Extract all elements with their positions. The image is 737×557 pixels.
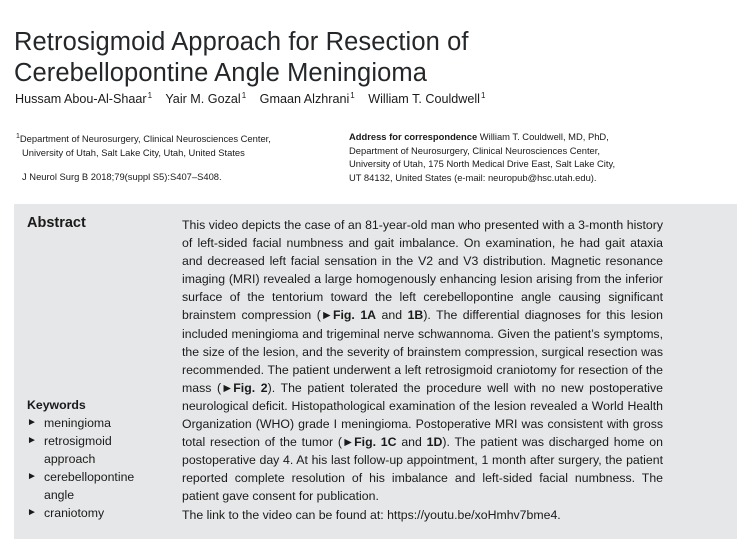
author-affiliation-mark: 1 (147, 91, 153, 100)
correspondence-line-1: William T. Couldwell, MD, PhD, (477, 131, 609, 142)
correspondence-block (349, 130, 689, 184)
journal-citation: J Neurol Surg B 2018;79(suppl S5):S407–S408. (22, 171, 222, 182)
author-name: William T. Couldwell (368, 92, 480, 107)
abstract-heading: Abstract (27, 215, 86, 231)
correspondence-label: Address for correspondence (349, 131, 478, 142)
author-affiliation-mark: 1 (241, 91, 247, 100)
abstract-text: and (376, 308, 408, 323)
keyword-text: retrosigmoid approach (44, 434, 112, 466)
keyword-text: cerebellopontine angle (44, 470, 135, 502)
correspondence-line-3: University of Utah, 175 North Medical Drive East, Salt Lake City, (349, 158, 616, 169)
title-line-1: Retrosigmoid Approach for Resection of (14, 28, 469, 57)
keyword-text: craniotomy (44, 506, 105, 520)
correspondence-line-2: Department of Neurosurgery, Clinical Neurosciences Center, (349, 144, 600, 156)
video-link[interactable]: The link to the video can be found at: https://youtu.be/xoHmhv7bme4. (182, 507, 561, 522)
figure-reference[interactable]: ►Fig. 1A (320, 308, 377, 323)
arrow-right-icon: ► (27, 417, 37, 428)
abstract-text: ). The patient was discharged home on postoperative day 4. At his last follow-up appointment, 1 month after surgery, the patient reported complete resolution of his imbalance and left-sided facial numbness. The patient gave consent for publication. (182, 435, 663, 504)
figure-reference[interactable]: ►Fig. 2 (221, 380, 268, 395)
author-name: Yair M. Gozal (165, 92, 241, 107)
affiliation-mark: 1 (16, 133, 20, 140)
article-title (14, 27, 714, 89)
abstract-text: This video depicts the case of an 81-year-old man who presented with a 3-month history of left-sided facial numbness and gait imbalance. On examination, he had gait ataxia and decreased left facial sensation in the V2 and V3 distribution. Magnetic resonance imaging (MRI) revealed a large homogenously enhancing lesion arising from the inferior surface of the tentorium toward the left cerebellopontine angle causing significant brainstem compression ( (182, 218, 663, 323)
arrow-right-icon: ► (27, 435, 37, 446)
figure-reference[interactable]: 1D (426, 435, 443, 450)
correspondence-line-4: UT 84132, United States (e-mail: neuropub@hsc.utah.edu). (349, 171, 597, 183)
abstract-text: ). The patient tolerated the procedure well with no new postoperative neurological deficit. Histopathological examination of the lesion revealed a World Health Organization (WHO) grade I meningioma. Postoperative MRI was consistent with gross total resection of the tumor ( (182, 380, 663, 450)
keywords-list (27, 414, 157, 522)
figure-reference[interactable]: 1B (407, 308, 424, 323)
author (15, 92, 152, 106)
author (260, 92, 355, 106)
abstract-text: and (396, 435, 427, 450)
arrow-right-icon: ► (27, 471, 37, 482)
author-affiliation-mark: 1 (480, 91, 486, 100)
author-list (15, 91, 495, 106)
figure-reference[interactable]: ►Fig. 1C (341, 435, 397, 450)
author (165, 92, 246, 106)
keyword-item (27, 504, 157, 522)
abstract-text: ). The differential diagnoses for this lesion included meningioma and trigeminal nerve schwannoma. Given the patient’s symptoms, the size of the lesion, and the severity of brainstem compression, surgical resection was recommended. The patient underwent a left retrosigmoid craniotomy for resection of the mass ( (182, 308, 663, 395)
keyword-item (27, 468, 157, 504)
author-affiliation-mark: 1 (350, 91, 355, 100)
title-line-2: Cerebellopontine Angle Meningioma (14, 59, 427, 88)
author-name: Hussam Abou-Al-Shaar (15, 92, 147, 107)
affiliation (16, 130, 326, 159)
keyword-item (27, 432, 157, 468)
keywords-heading: Keywords (27, 398, 86, 412)
affiliation-line-2: University of Utah, Salt Lake City, Utah, United States (22, 146, 245, 158)
affiliation-line-1: Department of Neurosurgery, Clinical Neurosciences Center, (19, 133, 271, 145)
arrow-right-icon: ► (27, 507, 37, 518)
abstract-body (182, 216, 663, 524)
keyword-text: meningioma (44, 416, 111, 430)
author (368, 92, 485, 106)
keyword-item (27, 414, 157, 432)
author-name: Gmaan Alzhrani (259, 92, 350, 107)
